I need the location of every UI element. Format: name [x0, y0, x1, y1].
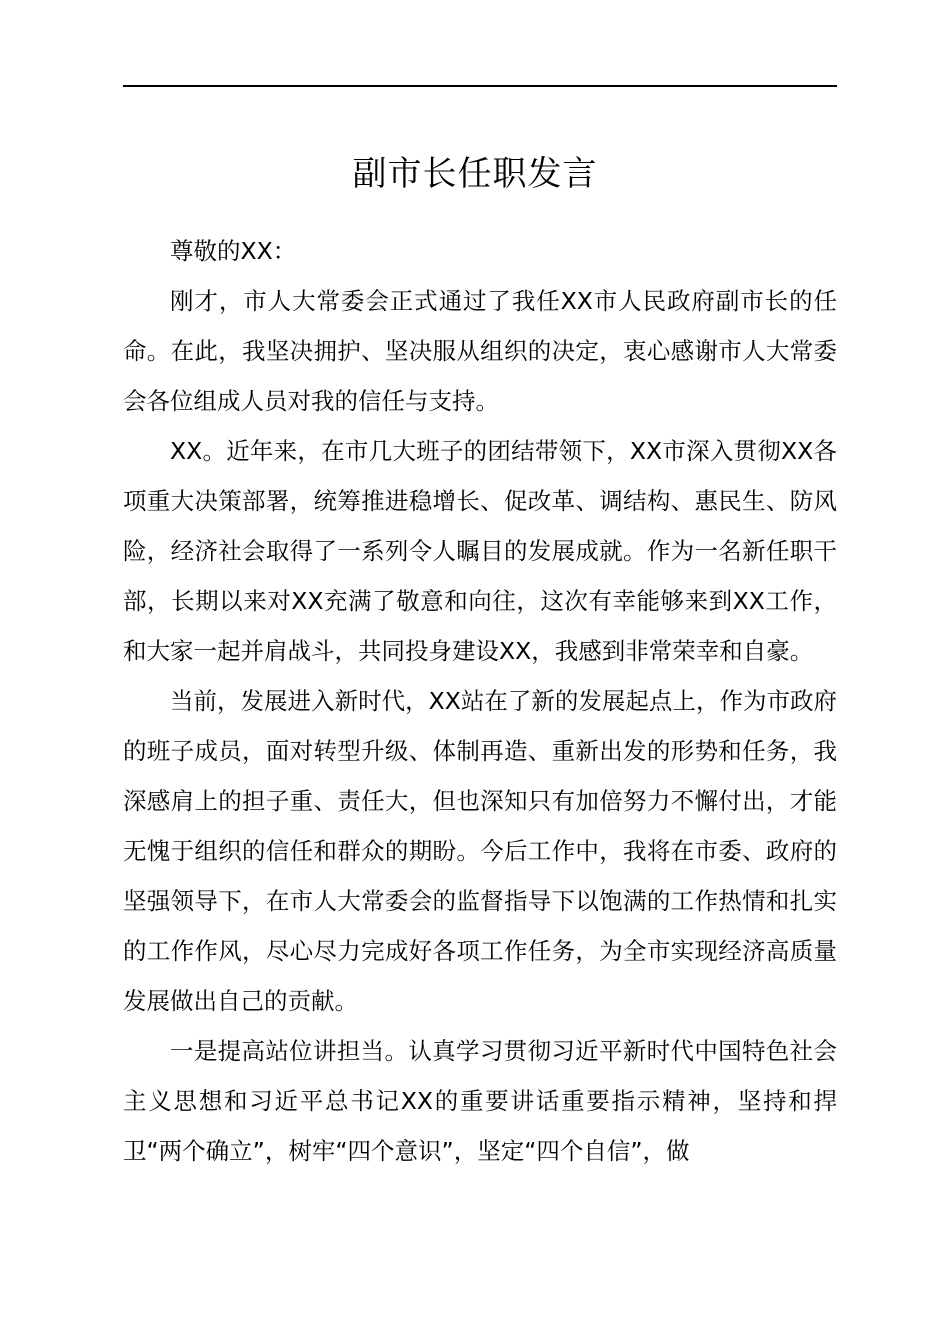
paragraph: 一是提高站位讲担当。认真学习贯彻习近平新时代中国特色社会主义思想和习近平总书记XX的重要讲话重要指示精神，坚持和捍卫“两个确立”，树牢“四个意识”，坚定“四个自信”，做: [123, 1037, 837, 1165]
paragraph: 当前，发展进入新时代，XX站在了新的发展起点上，作为市政府的班子成员，面对转型升级、体制再造、重新出发的形势和任务，我深感肩上的担子重、责任大，但也深知只有加倍努力不懈付出，才能无愧于组织的信任和群众的期盼。今后工作中，我将在市委、政府的坚强领导下，在市人大常委会的监督指导下以饱满的工作热情和扎实的工作作风，尽心尽力完成好各项工作任务，为全市实现经济高质量发展做出自己的贡献。: [123, 687, 837, 1015]
document-title: 副市长任职发言: [352, 154, 598, 194]
paragraph: XX。近年来，在市几大班子的团结带领下，XX市深入贯彻XX各项重大决策部署，统筹推进稳增长、促改革、调结构、惠民生、防风险，经济社会取得了一系列令人瞩目的发展成就。作为一名新任职干部，长期以来对XX充满了敬意和向往，这次有幸能够来到XX工作，和大家一起并肩战斗，共同投身建设XX，我感到非常荣幸和自豪。: [123, 437, 837, 665]
salutation: 尊敬的XX：: [170, 237, 297, 265]
document-body: [123, 226, 837, 1176]
header-rule: [123, 85, 837, 87]
paragraph: 刚才，市人大常委会正式通过了我任XX市人民政府副市长的任命。在此，我坚决拥护、坚决服从组织的决定，衷心感谢市人大常委会各位组成人员对我的信任与支持。: [123, 287, 837, 415]
